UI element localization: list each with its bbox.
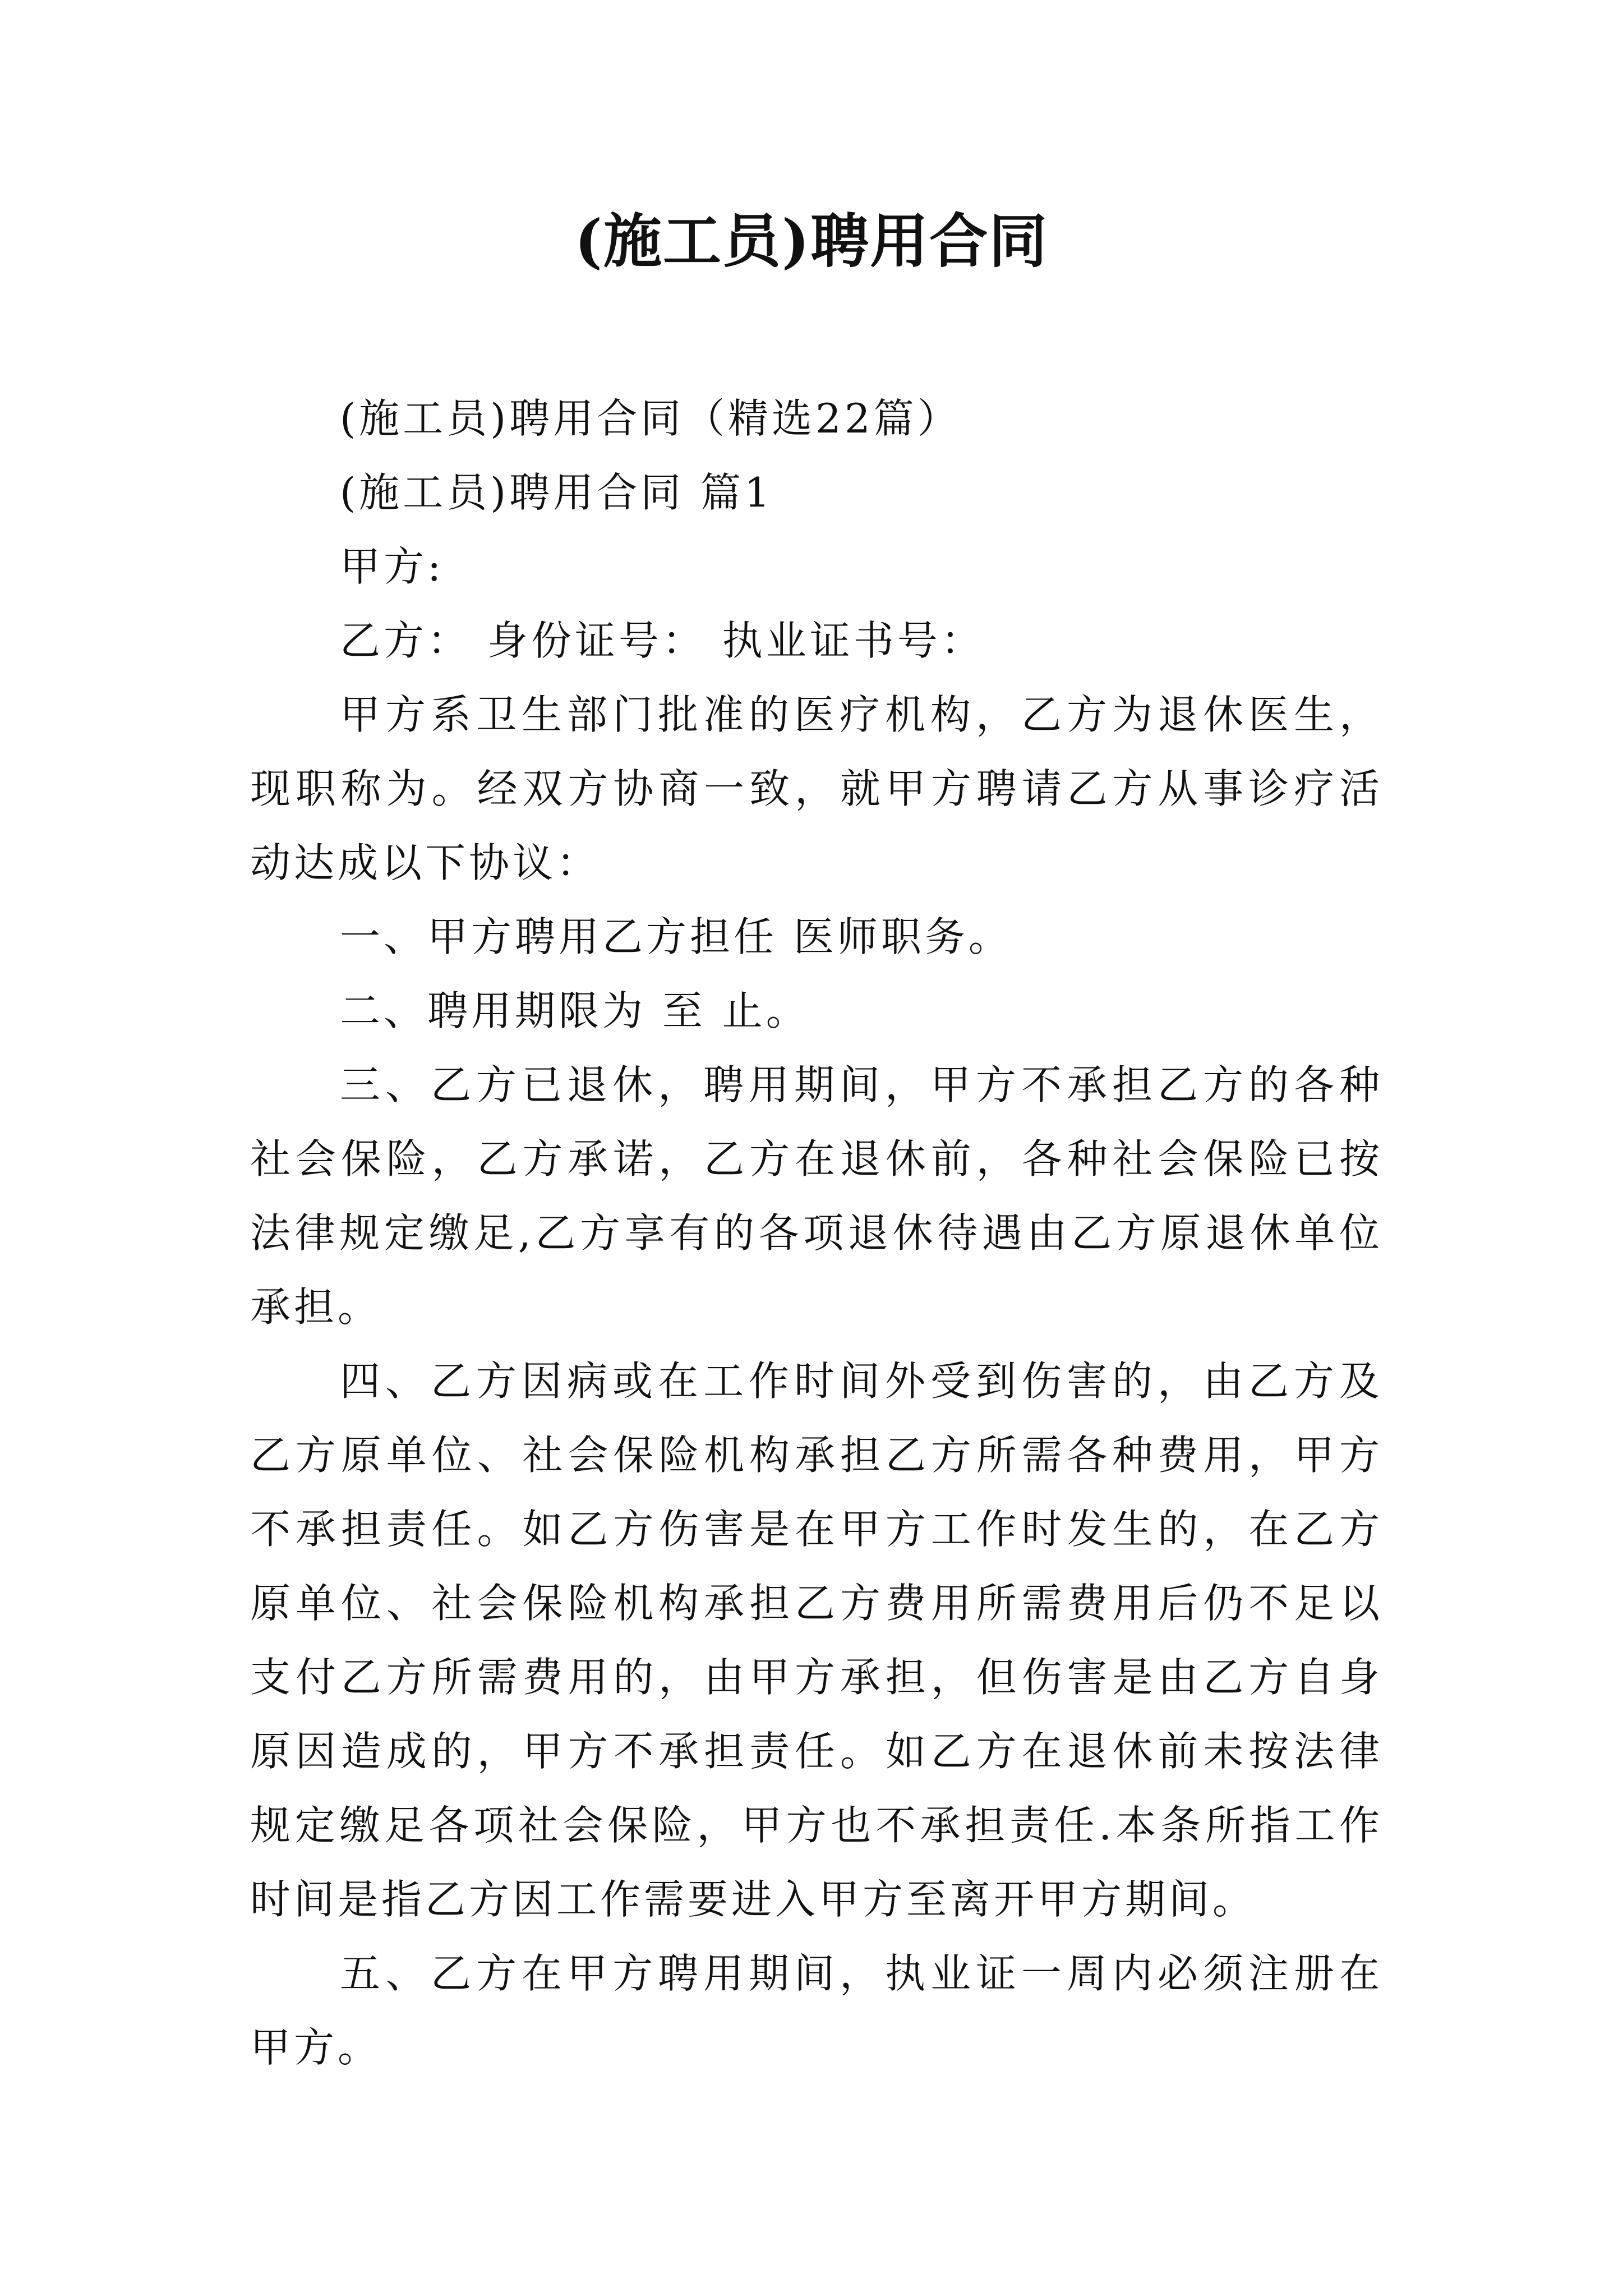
paragraph-party-a: 甲方: [340, 543, 445, 590]
paragraph-clause-1: 一、甲方聘用乙方担任 医师职务。 [340, 913, 1012, 960]
paragraph-party-b: 乙方： 身份证号： 执业证书号： [340, 617, 985, 664]
paragraph-intro: 甲方系卫生部门批准的医疗机构，乙方为退休医生，现职称为。经双方协商一致，就甲方聘请乙方从事诊疗活动达成以下协议： [250, 691, 1383, 886]
paragraph-clause-4: 四、乙方因病或在工作时间外受到伤害的，由乙方及乙方原单位、社会保险机构承担乙方所需各种费用，甲方不承担责任。如乙方伤害是在甲方工作时发生的，在乙方原单位、社会保险机构承担乙方费用所需费用后仍不足以支付乙方所需费用的，由甲方承担，但伤害是由乙方自身原因造成的，甲方不承担责任。如乙方在退休前未按法律规定缴足各项社会保险，甲方也不承担责任.本条所指工作时间是指乙方因工作需要进入甲方至离开甲方期间。 [250, 1358, 1383, 1923]
paragraph-clause-5: 五、乙方在甲方聘用期间，执业证一周内必须注册在甲方。 [250, 1950, 1383, 2071]
paragraph-clause-3: 三、乙方已退休，聘用期间，甲方不承担乙方的各种社会保险，乙方承诺，乙方在退休前，各种社会保险已按法律规定缴足,乙方享有的各项退休待遇由乙方原退休单位承担。 [250, 1061, 1383, 1331]
paragraph-section-heading: (施工员)聘用合同 篇1 [340, 469, 773, 516]
paragraph-clause-2: 二、聘用期限为 至 止。 [340, 987, 810, 1034]
document-title: (施工员)聘用合同 [574, 206, 1049, 275]
paragraph-subtitle: (施工员)聘用合同（精选22篇） [340, 395, 961, 442]
document-body [250, 381, 1383, 2085]
